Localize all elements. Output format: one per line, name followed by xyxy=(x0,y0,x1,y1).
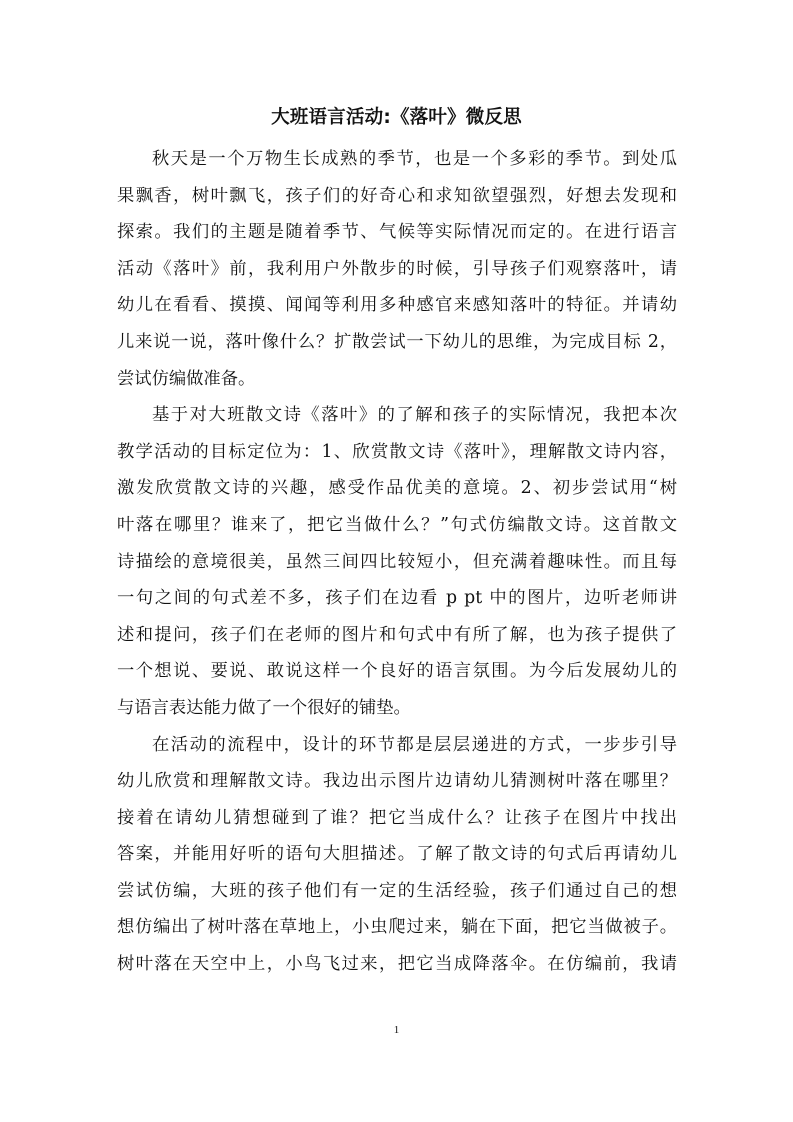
page-number: 1 xyxy=(393,1024,400,1036)
text-line: 尝试仿编，大班的孩子他们有一定的生活经验，孩子们通过自己的想 xyxy=(117,880,677,901)
text-line: 答案，并能用好听的语句大胆描述。了解了散文诗的句式后再请幼儿 xyxy=(117,844,677,865)
text-line: 儿来说一说，落叶像什么？扩散尝试一下幼儿的思维，为完成目标 2， xyxy=(117,331,677,352)
text-line: 在活动的流程中，设计的环节都是层层递进的方式，一步步引导 xyxy=(152,734,677,755)
text-line: 树叶落在天空中上，小鸟飞过来，把它当成降落伞。在仿编前，我请 xyxy=(117,954,677,975)
text-line: 接着在请幼儿猜想碰到了谁？把它当成什么？让孩子在图片中找出 xyxy=(117,807,677,828)
text-line: 果飘香，树叶飘飞，孩子们的好奇心和求知欲望强烈，好想去发现和 xyxy=(117,185,677,206)
paragraph-3 xyxy=(117,727,677,983)
text-line: 活动《落叶》前，我利用户外散步的时候，引导孩子们观察落叶，请 xyxy=(117,258,677,279)
text-line: 述和提问，孩子们在老师的图片和句式中有所了解，也为孩子提供了 xyxy=(117,624,677,645)
text-line: 一个想说、要说、敢说这样一个良好的语言氛围。为今后发展幼儿的 xyxy=(117,661,677,682)
text-line: 想仿编出了树叶落在草地上，小虫爬过来，躺在下面，把它当做被子。 xyxy=(117,917,677,938)
text-line: 幼儿欣赏和理解散文诗。我边出示图片边请幼儿猜测树叶落在哪里？ xyxy=(117,771,677,792)
text-line: 一句之间的句式差不多，孩子们在边看 p pt 中的图片，边听老师讲 xyxy=(117,588,677,609)
text-line: 激发欣赏散文诗的兴趣，感受作品优美的意境。2、初步尝试用“树 xyxy=(117,478,677,499)
paragraph-1 xyxy=(117,141,677,397)
text-line: 教学活动的目标定位为：1、欣赏散文诗《落叶》，理解散文诗内容， xyxy=(117,441,677,462)
text-line: 尝试仿编做准备。 xyxy=(117,368,256,389)
text-line: 探索。我们的主题是随着季节、气候等实际情况而定的。在进行语言 xyxy=(117,222,677,243)
document-body xyxy=(117,141,677,983)
text-line: 秋天是一个万物生长成熟的季节，也是一个多彩的季节。到处瓜 xyxy=(152,149,677,169)
text-line: 诗描绘的意境很美，虽然三间四比较短小，但充满着趣味性。而且每 xyxy=(117,551,677,572)
paragraph-2 xyxy=(117,397,677,726)
document-title: 大班语言活动:《落叶》微反思 xyxy=(271,107,522,128)
text-line: 与语言表达能力做了一个很好的铺垫。 xyxy=(117,697,411,718)
text-line: 基于对大班散文诗《落叶》的了解和孩子的实际情况，我把本次 xyxy=(152,405,677,426)
text-line: 幼儿在看看、摸摸、闻闻等利用多种感官来感知落叶的特征。并请幼 xyxy=(117,295,677,316)
text-line: 叶落在哪里？谁来了，把它当做什么？”句式仿编散文诗。这首散文 xyxy=(117,514,677,535)
